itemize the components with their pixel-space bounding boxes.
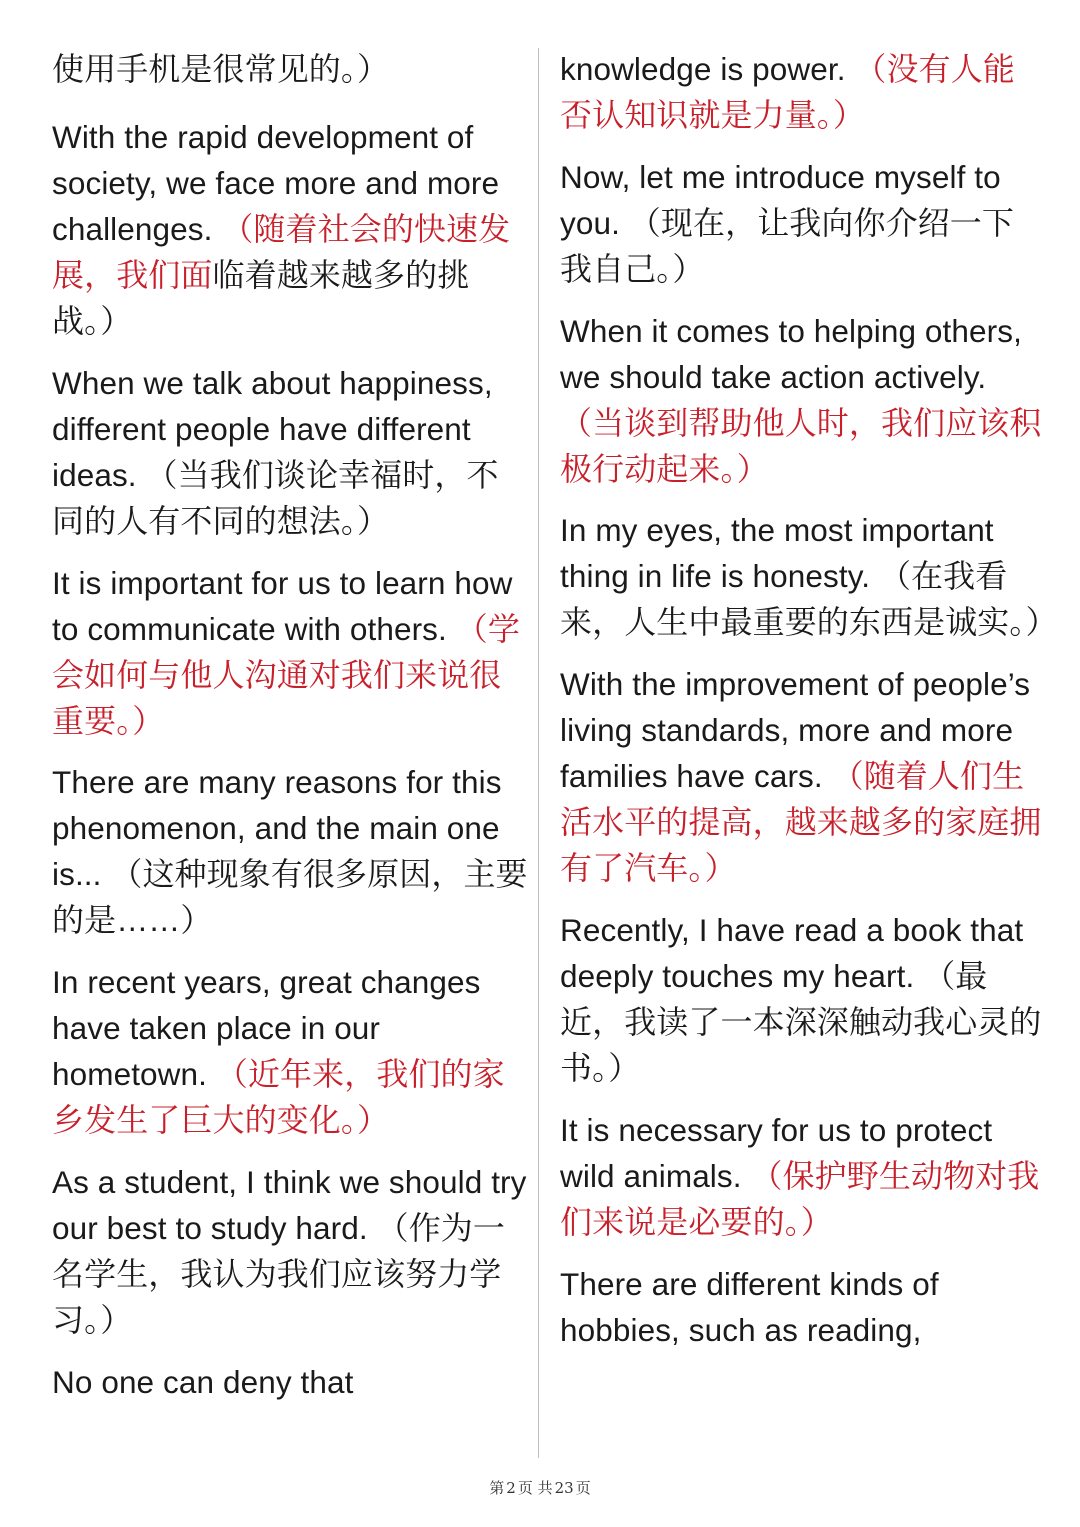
page-number: 2 bbox=[506, 1479, 516, 1497]
chinese-translation-highlight: （随着社会的快速发展，我们面 bbox=[52, 211, 511, 293]
chinese-translation-highlight: （近年来，我们的家乡发生了巨大的变化。） bbox=[52, 1056, 505, 1139]
english-sentence: When we talk about happiness, different people have different ideas. bbox=[52, 364, 493, 493]
sentence-pair bbox=[560, 1107, 1045, 1245]
column-divider bbox=[538, 48, 539, 1458]
english-sentence: When it comes to helping others, we should take action actively. bbox=[560, 312, 1022, 395]
sentence-pair bbox=[560, 661, 1045, 891]
english-sentence: As a student, I think we should try our best to study hard. bbox=[52, 1163, 527, 1246]
sentence-pair bbox=[52, 114, 530, 344]
sentence-pair bbox=[560, 308, 1045, 492]
english-sentence: There are different kinds of hobbies, such as reading, bbox=[560, 1265, 939, 1348]
chinese-translation: （作为一名学生，我认为我们应该努力学习。） bbox=[52, 1209, 505, 1338]
chinese-translation-highlight: （随着人们生活水平的提高，越来越多的家庭拥有了汽车。） bbox=[560, 758, 1042, 887]
sentence-pair bbox=[52, 46, 530, 92]
chinese-translation: （在我看来，人生中最重要的东西是诚实。） bbox=[560, 558, 1058, 641]
chinese-translation-highlight: （没有人能否认知识就是力量。） bbox=[560, 51, 1015, 133]
footer-mid: 页 共 bbox=[517, 1479, 553, 1497]
footer-suffix: 页 bbox=[575, 1479, 591, 1497]
chinese-translation-highlight: （学会如何与他人沟通对我们来说很重要。） bbox=[52, 610, 520, 739]
english-sentence: It is necessary for us to protect wild animals. bbox=[560, 1111, 993, 1194]
sentence-pair bbox=[52, 959, 530, 1143]
chinese-translation: （这种现象有很多原因，主要的是……） bbox=[52, 856, 528, 939]
sentence-pair bbox=[52, 1159, 530, 1343]
sentence-pair bbox=[52, 560, 530, 744]
english-sentence: knowledge is power. bbox=[560, 51, 855, 87]
sentence-pair bbox=[560, 154, 1045, 292]
chinese-translation: 临着越来越多的挑战。） bbox=[52, 257, 470, 339]
chinese-translation-highlight: （当谈到帮助他人时，我们应该积极行动起来。） bbox=[560, 404, 1042, 487]
english-sentence: There are many reasons for this phenomenon, and the main one is... bbox=[52, 764, 502, 893]
chinese-translation: （最近，我读了一本深深触动我心灵的书。） bbox=[560, 957, 1042, 1086]
english-sentence: Now, let me introduce myself to you. bbox=[560, 158, 1001, 241]
chinese-translation: （现在，让我向你介绍一下我自己。） bbox=[560, 204, 1014, 287]
english-sentence: In my eyes, the most important thing in life is honesty. bbox=[560, 512, 994, 595]
sentence-pair bbox=[560, 1261, 1045, 1353]
total-pages: 23 bbox=[554, 1479, 574, 1497]
footer-prefix: 第 bbox=[489, 1479, 505, 1497]
sentence-pair bbox=[52, 759, 530, 943]
right-column bbox=[560, 46, 1058, 1368]
left-column bbox=[52, 46, 530, 1421]
chinese-translation: 使用手机是很常见的。） bbox=[52, 51, 390, 87]
english-sentence: No one can deny that bbox=[52, 1363, 354, 1400]
english-sentence: Recently, I have read a book that deeply touches my heart. bbox=[560, 911, 1024, 994]
sentence-pair bbox=[560, 46, 1045, 138]
english-sentence: In recent years, great changes have taken place in our hometown. bbox=[52, 964, 481, 1093]
page-footer bbox=[0, 1477, 1080, 1498]
english-sentence: It is important for us to learn how to communicate with others. bbox=[52, 564, 513, 647]
sentence-pair bbox=[560, 507, 1058, 645]
sentence-pair bbox=[52, 1359, 530, 1405]
sentence-pair bbox=[52, 360, 530, 544]
chinese-translation: （当我们谈论幸福时，不同的人有不同的想法。） bbox=[52, 456, 499, 539]
english-sentence: With the rapid development of society, we face more and more challenges. bbox=[52, 119, 500, 247]
chinese-translation-highlight: （保护野生动物对我们来说是必要的。） bbox=[560, 1157, 1040, 1240]
sentence-pair bbox=[560, 907, 1045, 1091]
english-sentence: With the improvement of people’s living standards, more and more families have cars. bbox=[560, 666, 1031, 795]
